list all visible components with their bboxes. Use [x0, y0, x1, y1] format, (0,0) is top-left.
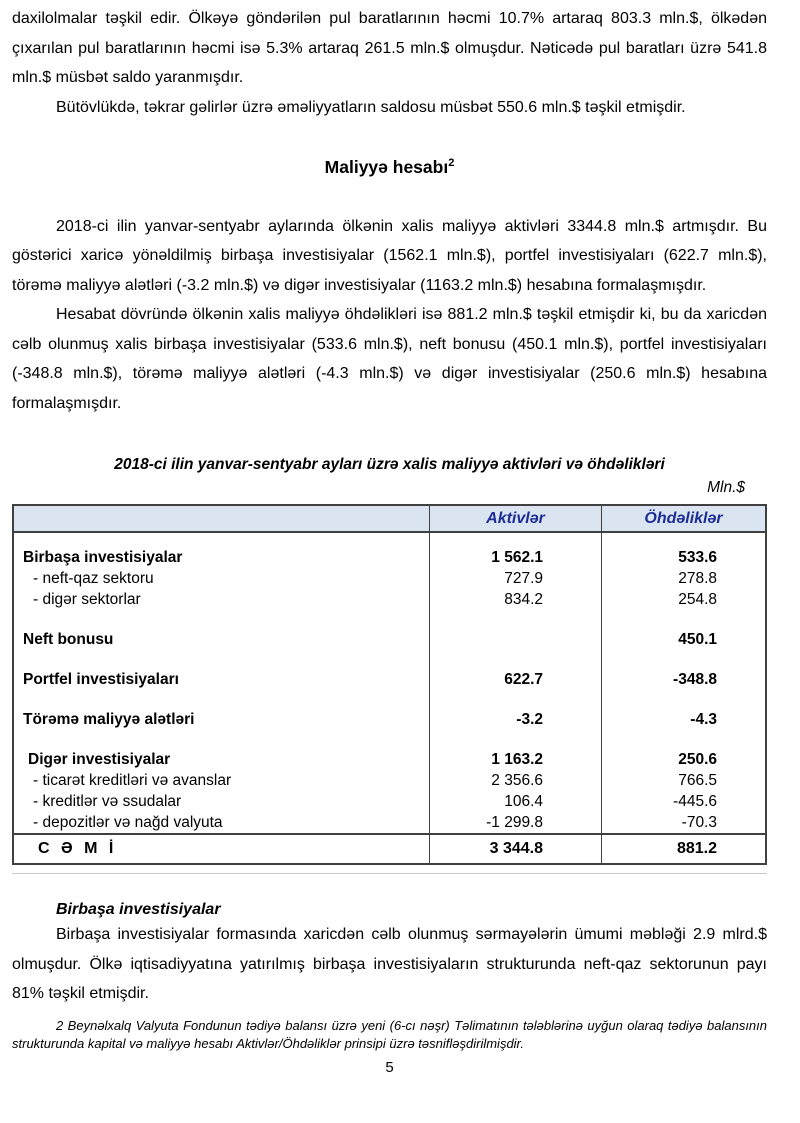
direct-investment-heading: Birbaşa investisiyalar [56, 901, 221, 919]
row-assets-value: 727.9 [429, 568, 601, 589]
table-spacer-row [14, 650, 765, 669]
finance-account-heading-text: Maliyyə hesabı [324, 156, 449, 177]
row-assets-value: 622.7 [429, 669, 601, 690]
row-label: Digər investisiyalar [28, 751, 171, 769]
row-liabilities-value: -4.3 [601, 709, 765, 730]
spacer-cell [601, 690, 765, 709]
spacer-cell [14, 650, 429, 669]
finance-account-heading [12, 152, 767, 178]
row-label: Neft bonusu [23, 631, 114, 649]
spacer-cell [429, 610, 601, 629]
row-liabilities-value: 766.5 [601, 770, 765, 791]
table-row-trade-credits [14, 770, 765, 791]
row-label: - kreditlər və ssudalar [33, 793, 182, 811]
spacer-cell [429, 650, 601, 669]
row-assets-value: 106.4 [429, 791, 601, 812]
table-row-derivatives [14, 709, 765, 730]
row-label: - digər sektorlar [33, 591, 141, 609]
finance-table [12, 504, 767, 865]
row-liabilities-value: 278.8 [601, 568, 765, 589]
spacer-cell [14, 610, 429, 629]
spacer-cell [14, 690, 429, 709]
row-liabilities-value: 254.8 [601, 589, 765, 610]
row-liabilities-value: -348.8 [601, 669, 765, 690]
table-title: 2018-ci ilin yanvar-sentyabr ayları üzrə xalis maliyyə aktivləri və öhdəlikləri [114, 456, 665, 474]
footnote-marker: 2 [448, 157, 455, 169]
row-label: Birbaşa investisiyalar [23, 549, 183, 567]
row-liabilities-value: 533.6 [601, 547, 765, 568]
table-row-deposits-cash [14, 812, 765, 833]
table-total-row [14, 833, 765, 863]
page-number: 5 [385, 1058, 394, 1076]
row-liabilities-value: -70.3 [601, 812, 765, 833]
spacer-cell [14, 533, 429, 547]
row-label: - depozitlər və nağd valyuta [33, 814, 223, 832]
table-spacer-row [14, 730, 765, 749]
total-label: C Ə M İ [38, 840, 116, 858]
row-assets-value: -1 299.8 [429, 812, 601, 833]
finance-paragraph-2: Hesabat dövründə ölkənin xalis maliyyə öhdəlikləri isə 881.2 mln.$ təşkil etmişdir ki, bu da xaricdən cəlb olunmuş xalis birbaşa investisiyalar (533.6 mln.$), neft bonusu (450.1 mln.$), portfel investisiyaları (-348.8 mln.$), törəmə maliyyə alətləri (-4.3 mln.$) və digər investisiyalar (250.6 mln.$) hesabına formalaşmışdır. [12, 306, 767, 412]
row-label: Törəmə maliyyə alətləri [23, 711, 195, 729]
column-header-liabilities: Öhdəliklər [601, 506, 765, 531]
table-row-oil-gas-sector [14, 568, 765, 589]
row-assets-value: 1 562.1 [429, 547, 601, 568]
finance-paragraph-1: 2018-ci ilin yanvar-sentyabr aylarında ölkənin xalis maliyyə aktivləri 3344.8 mln.$ artmışdır. Bu göstərici xaricə yönəldilmiş birbaşa investisiyalar (1562.1 mln.$), portfel investisiyaları (622.7 mln.$), törəmə maliyyə alətləri (-3.2 mln.$) və digər investisiyalar (1163.2 mln.$) hesabına formalaşmışdır. [12, 217, 767, 294]
spacer-cell [14, 730, 429, 749]
row-assets-value: 2 356.6 [429, 770, 601, 791]
spacer-cell [601, 730, 765, 749]
total-liabilities-value: 881.2 [601, 835, 765, 863]
direct-investment-paragraph: Birbaşa investisiyalar formasında xaricdən cəlb olunmuş sərmayələrin ümumi məbləği 2.9 mlrd.$ olmuşdur. Ölkə iqtisadiyyatına yatırılmış birbaşa investisiyaların strukturunda neft-qaz sektorunun payı 81% təşkil etmişdir. [12, 926, 767, 1003]
row-assets-value: 834.2 [429, 589, 601, 610]
spacer-cell [601, 610, 765, 629]
row-liabilities-value: 250.6 [601, 749, 765, 770]
table-row-other-sectors [14, 589, 765, 610]
row-label: Portfel investisiyaları [23, 671, 179, 689]
table-row-direct-investment [14, 547, 765, 568]
table-bottom-rule [12, 873, 767, 874]
table-row-credits-loans [14, 791, 765, 812]
spacer-cell [429, 533, 601, 547]
table-header-row [14, 506, 765, 533]
row-assets-value: -3.2 [429, 709, 601, 730]
row-liabilities-value: 450.1 [601, 629, 765, 650]
spacer-cell [601, 533, 765, 547]
spacer-cell [429, 690, 601, 709]
row-assets-value [429, 629, 601, 650]
table-spacer-row [14, 690, 765, 709]
column-header-assets: Aktivlər [429, 506, 601, 531]
intro-paragraph-2: Bütövlükdə, təkrar gəlirlər üzrə əməliyyatların saldosu müsbət 550.6 mln.$ təşkil etmişdir. [56, 98, 686, 116]
row-label: - neft-qaz sektoru [33, 570, 154, 588]
row-liabilities-value: -445.6 [601, 791, 765, 812]
spacer-cell [601, 650, 765, 669]
total-assets-value: 3 344.8 [429, 835, 601, 863]
table-row-other-investment [14, 749, 765, 770]
table-row-portfolio-investment [14, 669, 765, 690]
table-spacer-row [14, 610, 765, 629]
intro-paragraph-1: daxilolmalar təşkil edir. Ölkəyə göndərilən pul baratlarının həcmi 10.7% artaraq 803.3 mln.$, ölkədən çıxarılan pul baratlarının həcmi isə 5.3% artaraq 261.5 mln.$ olmuşdur. Nəticədə pul baratları üzrə 541.8 mln.$ müsbət saldo yaranmışdır. [12, 10, 767, 86]
row-assets-value: 1 163.2 [429, 749, 601, 770]
table-header-empty [14, 506, 429, 531]
footnote-text: 2 Beynəlxalq Valyuta Fondunun tədiyə balansı üzrə yeni (6-cı nəşr) Təlimatının tələblərinə uyğun olaraq tədiyə balansının strukturunda kapital və maliyyə hesabı Aktivlər/Öhdəliklər prinsipi üzrə təsnifləşdirilmişdir. [12, 1017, 767, 1051]
table-row-oil-bonus [14, 629, 765, 650]
row-label: - ticarət kreditləri və avanslar [33, 772, 232, 790]
table-spacer-row [14, 533, 765, 547]
table-unit-label: Mln.$ [707, 479, 745, 497]
spacer-cell [429, 730, 601, 749]
